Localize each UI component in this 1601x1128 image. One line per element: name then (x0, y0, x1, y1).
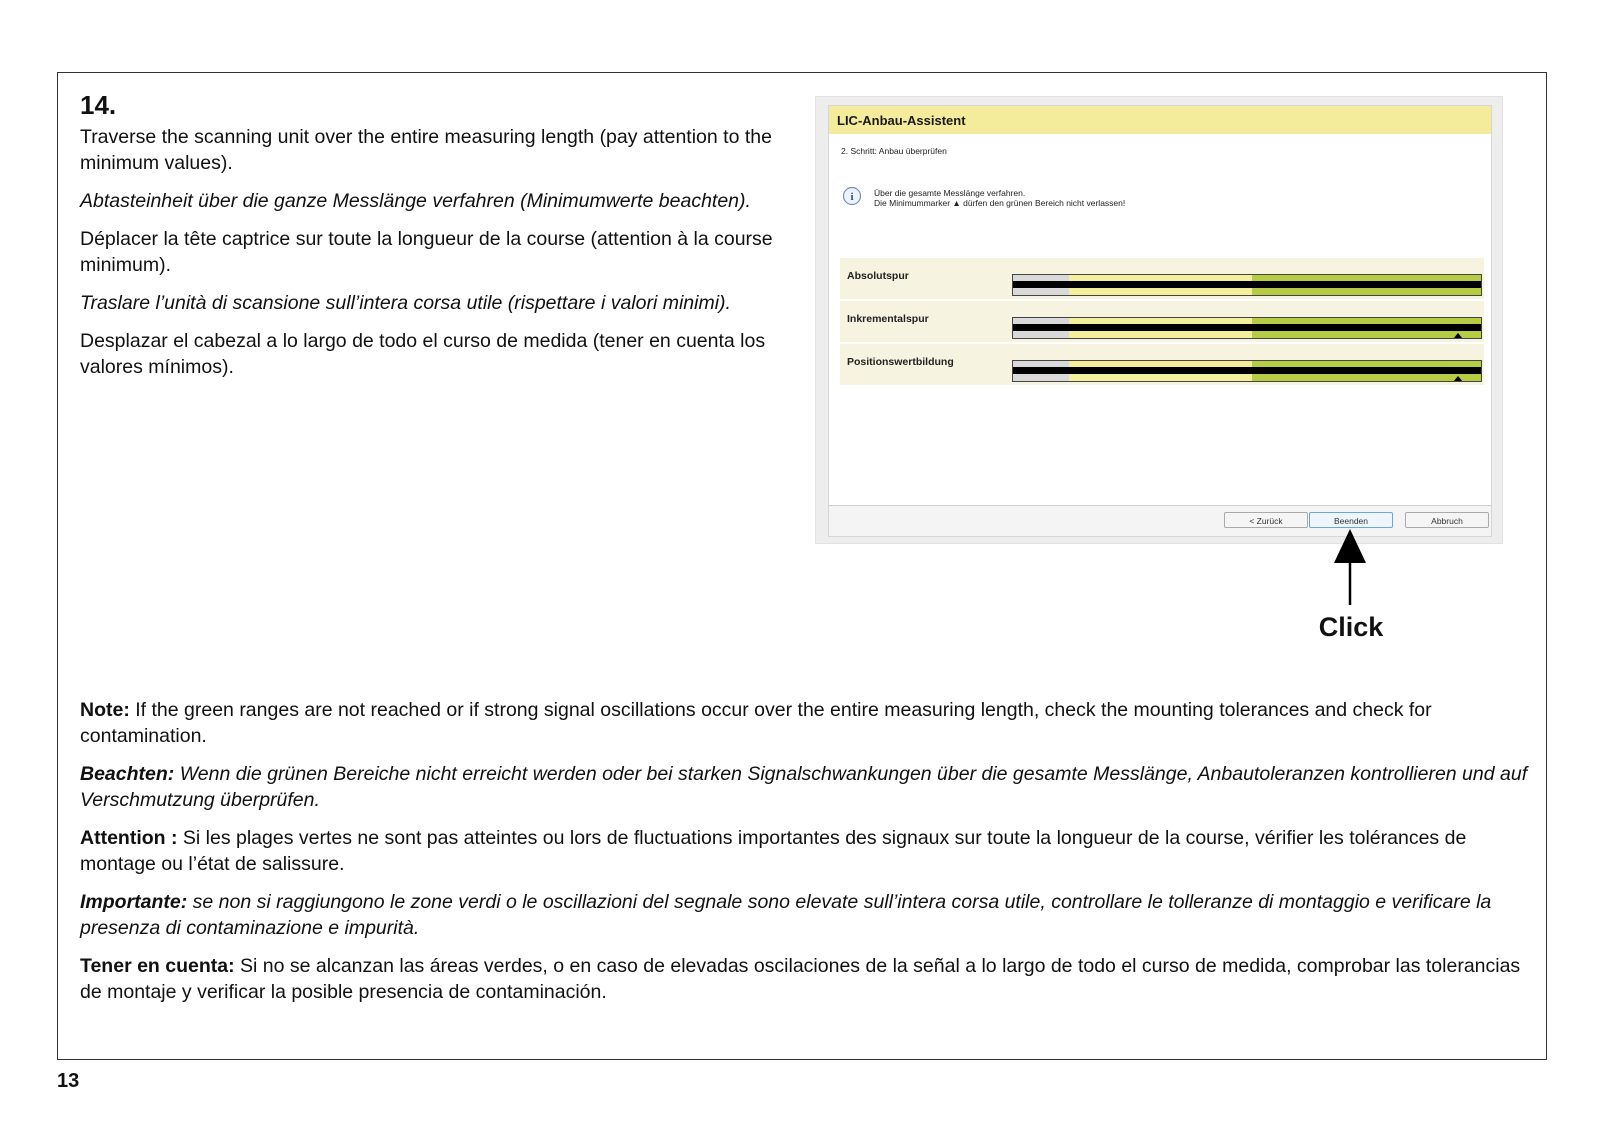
track-row-inkrementalspur (840, 301, 1484, 342)
signal-bar (1012, 274, 1482, 296)
note-label: Note: (80, 699, 130, 721)
wizard-button-bar (829, 505, 1491, 536)
software-screenshot (815, 96, 1503, 544)
info-line-1: Über die gesamte Messlänge verfahren. (874, 188, 1026, 198)
cancel-button[interactable]: Abbruch (1405, 512, 1489, 528)
minimum-marker-icon (1453, 376, 1463, 382)
track-label: Positionswertbildung (847, 356, 954, 368)
intro-fr: Déplacer la tête captrice sur toute la longueur de la course (attention à la course minimum). (80, 228, 773, 276)
note-fr (80, 825, 1530, 877)
svg-text:i: i (850, 191, 854, 203)
track-list (840, 258, 1484, 387)
track-row-absolutspur (840, 258, 1484, 299)
note-label: Importante: (80, 891, 188, 913)
intro-de: Abtasteinheit über die ganze Messlänge verfahren (Minimumwerte beachten). (80, 190, 751, 212)
signal-bar (1012, 360, 1482, 382)
signal-level-line (1013, 281, 1481, 288)
step-number: 14. (80, 90, 117, 120)
note-de (80, 761, 1530, 813)
click-callout: Click (1318, 612, 1384, 642)
info-message (874, 188, 1125, 208)
info-line-2: Die Minimummarker ▲ dürfen den grünen Bereich nicht verlassen! (874, 198, 1126, 208)
note-text: Wenn die grünen Bereiche nicht erreicht werden oder bei starken Signalschwankungen über die gesamte Messlänge, Anbautoleranzen kontrollieren und auf Verschmutzung überprüfen. (80, 763, 1528, 811)
track-label: Inkrementalspur (847, 313, 929, 325)
note-text: Si no se alcanzan las áreas verdes, o en caso de elevadas oscilaciones de la señal a lo largo de todo el curso de medida, comprobar las tolerancias de montaje y verificar la posible presencia de contaminación. (80, 955, 1521, 1003)
track-label: Absolutspur (847, 270, 909, 282)
finish-button[interactable]: Beenden (1309, 512, 1393, 528)
intro-instructions (80, 124, 780, 392)
notes-section (80, 697, 1530, 1017)
note-label: Attention : (80, 827, 178, 849)
intro-it: Traslare l’unità di scansione sull’intera corsa utile (rispettare i valori minimi). (80, 292, 731, 314)
note-text: Si les plages vertes ne sont pas atteintes ou lors de fluctuations importantes des signaux sur toute la longueur de la course, vérifier les tolérances de montage ou l’état de salissure. (80, 827, 1467, 875)
note-es (80, 953, 1530, 1005)
track-row-positionswertbildung (840, 344, 1484, 385)
note-label: Tener en cuenta: (80, 955, 235, 977)
back-button[interactable]: < Zurück (1224, 512, 1308, 528)
note-label: Beachten: (80, 763, 175, 785)
note-en (80, 697, 1530, 749)
intro-es: Desplazar el cabezal a lo largo de todo el curso de medida (tener en cuenta los valores mínimos). (80, 330, 766, 378)
signal-level-line (1013, 324, 1481, 331)
wizard-step-label: 2. Schritt: Anbau überprüfen (841, 146, 947, 156)
minimum-marker-icon (1453, 333, 1463, 339)
window-title: LIC-Anbau-Assistent (829, 106, 1491, 134)
page-number: 13 (57, 1070, 80, 1092)
intro-en: Traverse the scanning unit over the entire measuring length (pay attention to the minimum values). (80, 126, 772, 174)
assistant-window (828, 105, 1492, 537)
note-it (80, 889, 1530, 941)
signal-bar (1012, 317, 1482, 339)
signal-level-line (1013, 367, 1481, 374)
arrow-up-icon (1330, 529, 1370, 605)
note-text: If the green ranges are not reached or if strong signal oscillations occur over the entire measuring length, check the mounting tolerances and check for contamination. (80, 699, 1432, 747)
info-icon (842, 186, 862, 206)
note-text: se non si raggiungono le zone verdi o le oscillazioni del segnale sono elevate sull’intera corsa utile, controllare le tolleranze di montaggio e verificare la presenza di contaminazione e impurità. (80, 891, 1492, 939)
